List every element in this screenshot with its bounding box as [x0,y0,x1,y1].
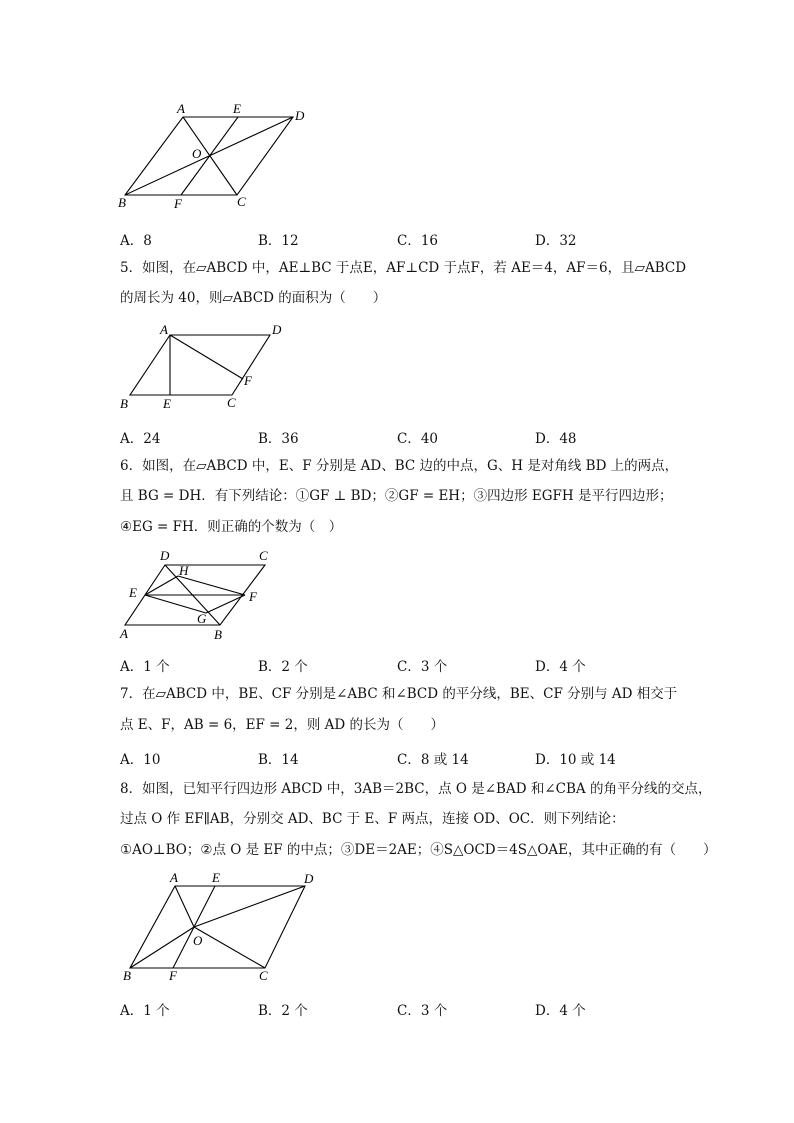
q4-label-e: E [233,101,241,116]
q8-label-c: C [259,968,268,983]
q7-option-a: A．10 [120,752,161,768]
q8-label-b: B [123,968,131,983]
q5-option-c: C．40 [397,431,439,447]
q6-segment-hf [178,576,245,595]
q8-text-line2: 过点 O 作 EF∥AB，分别交 AD、BC 于 E、F 两点，连接 OD、OC．则下列结论： [120,811,625,827]
q6-label-h: H [179,563,189,578]
q6-text-line1: 6．如图，在▱ABCD 中，E、F 分别是 AD、BC 边的中点，G、H 是对角线 BD 上的两点， [120,458,679,474]
q8-label-f: F [169,968,177,983]
q4-label-c: C [237,194,246,209]
q6-option-d: D．4 个 [535,659,586,675]
q8-option-c: C．3 个 [397,1003,448,1019]
q7-option-d: D．10 或 14 [535,752,616,768]
q5-option-b: B．36 [258,431,299,447]
q8-option-d: D．4 个 [535,1003,586,1019]
q6-figure [115,545,285,645]
q4-label-a: A [177,101,185,116]
q6-option-b: B．2 个 [258,659,308,675]
q7-text-line1: 7．在▱ABCD 中，BE、CF 分别是∠ABC 和∠BCD 的平分线，BE、CF 分别与 AD 相交于 [120,686,678,702]
q5-label-c: C [227,395,236,410]
q8-parallelogram [130,886,305,968]
q8-bisector-ao [175,886,194,927]
q8-option-a: A．1 个 [120,1003,170,1019]
q7-option-b: B．14 [258,752,299,768]
q8-option-b: B．2 个 [258,1003,308,1019]
q4-label-d: D [295,108,305,123]
q4-option-d: D．32 [535,233,577,249]
q6-option-a: A．1 个 [120,659,170,675]
q8-label-o: O [193,933,203,948]
q5-label-f: F [244,373,252,388]
q8-segment-oc [194,927,265,968]
q6-label-a: A [120,626,128,641]
q5-label-d: D [272,322,282,337]
q6-label-b: B [214,627,222,642]
q4-option-b: B．12 [258,233,299,249]
q5-option-d: D．48 [535,431,577,447]
q4-option-c: C．16 [397,233,439,249]
q6-text-line2: 且 BG = DH．有下列结论：①GF ⊥ BD；②GF = EH；③四边形 EGFH 是平行四边形； [120,488,673,504]
q6-label-d: D [160,548,170,563]
q6-label-e: E [129,585,137,600]
q7-option-c: C．8 或 14 [397,752,469,768]
q4-figure [115,100,315,215]
q7-text-line2: 点 E、F，AB = 6，EF = 2，则 AD 的长为（ ） [120,717,445,733]
q4-label-o: O [192,146,202,161]
q6-segment-eh [145,576,178,595]
q4-label-b: B [118,195,126,210]
q4-label-f: F [174,196,182,211]
q5-label-e: E [163,396,171,411]
q8-text-line1: 8．如图，已知平行四边形 ABCD 中，3AB＝2BC，点 O 是∠BAD 和∠CBA 的角平分线的交点， [120,781,712,797]
q5-text-line1: 5．如图，在▱ABCD 中，AE⊥BC 于点E，AF⊥CD 于点F，若 AE＝4，AF＝6，且▱ABCD [120,260,687,276]
q8-label-d: D [304,871,314,886]
q8-text-line3: ①AO⊥BO；②点 O 是 EF 的中点；③DE＝2AE；④S△OCD＝4S△OAE，其中正确的有（ ） [120,842,717,858]
q5-altitude-af [170,335,243,379]
q6-label-f: F [249,589,257,604]
q5-figure [115,320,295,415]
q8-bisector-bo [130,927,194,968]
q8-label-e: E [212,870,220,885]
q6-segment-gf [206,595,245,613]
q6-option-c: C．3 个 [397,659,448,675]
q5-option-a: A．24 [120,431,161,447]
q5-label-b: B [120,396,128,411]
q5-label-a: A [160,322,168,337]
q5-text-line2: 的周长为 40，则▱ABCD 的面积为（ ） [120,290,387,306]
q6-text-line3: ④EG = FH．则正确的个数为（ ） [120,519,343,535]
q8-figure [115,868,330,988]
q8-label-a: A [170,870,178,885]
q6-label-c: C [259,548,268,563]
q6-label-g: G [197,611,207,626]
q4-option-a: A．8 [120,233,152,249]
